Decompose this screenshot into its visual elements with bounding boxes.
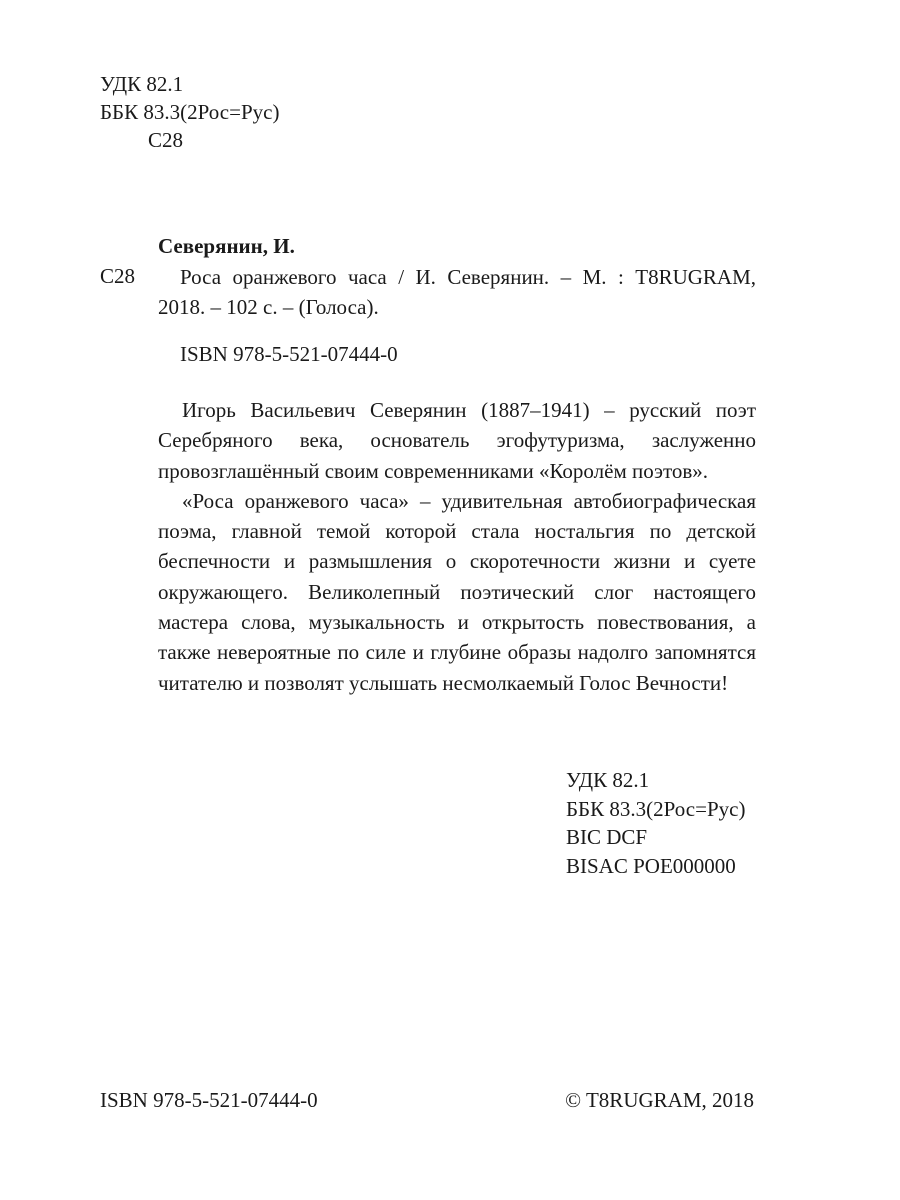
udk-code: УДК 82.1: [100, 72, 184, 96]
author-mark-record: С28: [100, 264, 136, 288]
bic-code: BIC DCF: [566, 825, 648, 849]
copyright: © T8RUGRAM, 2018: [565, 1088, 754, 1112]
classification-codes-bottom: [566, 766, 745, 880]
annotation-paragraph-2: «Роса оранжевого часа» – удивительная автобиографическая поэма, главной темой которой стала ностальгия по детской беспечности и размышления о скоротечности жизни и суете окружающего. Великолепный поэтический слог настоящего мастера слова, музыкальность и открытость повествования, а также невероятные по силе и глубине образы надолго запомнятся читателю и позволят услышать несмолкаемый Голос Вечности!: [158, 488, 756, 695]
bbk-code-bottom: ББК 83.3(2Рос=Рус): [566, 796, 746, 821]
bibliographic-description: [158, 262, 756, 322]
biblio-line-2: 2018. – 102 с. – (Голоса).: [158, 295, 379, 319]
udk-code-bottom: УДК 82.1: [566, 768, 650, 792]
author-heading: Северянин, И.: [158, 234, 295, 258]
isbn-record: ISBN 978-5-521-07444-0: [180, 342, 398, 366]
biblio-line-1: Роса оранжевого часа / И. Северянин. – М. : T8RUGRAM,: [180, 265, 756, 289]
annotation: [158, 395, 756, 698]
footer-isbn: ISBN 978-5-521-07444-0: [100, 1088, 318, 1112]
bbk-code: ББК 83.3(2Рос=Рус): [100, 100, 280, 124]
annotation-paragraph-1: Игорь Васильевич Северянин (1887–1941) – русский поэт Серебряного века, основатель эгофутуризма, заслуженно провозглашённый своим современниками «Королём поэтов».: [158, 398, 756, 483]
author-mark: С28: [148, 128, 184, 152]
classification-codes-top: [100, 70, 279, 154]
bisac-code: BISAC POE000000: [566, 853, 736, 878]
